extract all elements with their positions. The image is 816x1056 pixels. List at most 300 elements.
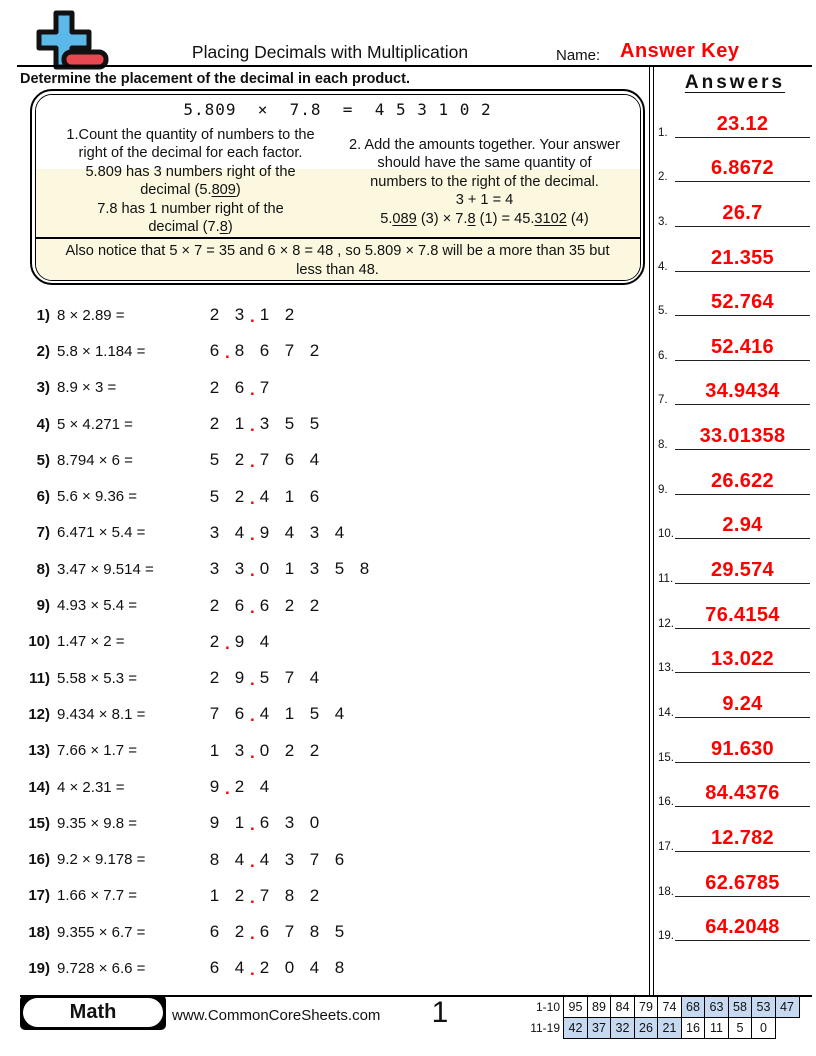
problem-number: 12): [28, 705, 50, 723]
example-text-line: [44, 181, 338, 200]
answer-line: [675, 762, 810, 763]
score-cell: 58: [728, 996, 753, 1018]
example-text-line: [338, 173, 632, 192]
product-digit: 1: [284, 559, 295, 579]
example-text-line: [44, 163, 338, 182]
problem-expression: 4.93 × 5.4 =: [57, 597, 138, 615]
text-segment: 5.: [380, 210, 393, 227]
product-digit: 4: [234, 522, 245, 542]
problem-number: 19): [28, 959, 50, 977]
problem-row: [20, 914, 645, 950]
underlined-digits: 089: [392, 210, 417, 227]
product-digit: 3: [209, 522, 220, 542]
problem-number: 15): [28, 814, 50, 832]
problem-row: [20, 515, 645, 551]
product-digit: 1: [234, 414, 245, 434]
answer-value: 64.2048: [705, 916, 780, 939]
problem-row: [20, 370, 645, 406]
score-cell: 79: [634, 996, 659, 1018]
answer-number: 12.: [658, 617, 674, 630]
score-table: [527, 996, 800, 1039]
product-digit: 5: [284, 414, 295, 434]
product-digits: 1 3 . 0 2 2: [202, 741, 327, 761]
product-digit: 5: [209, 486, 220, 506]
problem-row: [20, 442, 645, 478]
problem-number: 5): [36, 451, 50, 469]
score-cell: 74: [657, 996, 682, 1018]
problem-expression: 9.355 × 6.7 =: [57, 923, 146, 941]
answer-line: [675, 940, 810, 941]
product-digit: 6: [209, 341, 220, 361]
product-digits: 2 1 . 3 5 5: [202, 414, 327, 434]
product-digits: 6 2 . 6 7 8 5: [202, 922, 352, 942]
problem-row: [20, 551, 645, 587]
answer-number: 17.: [658, 840, 674, 853]
text-segment: right of the decimal for each factor.: [78, 145, 303, 162]
score-cell: 21: [657, 1017, 682, 1039]
product-digits: 3 3 . 0 1 3 5 8: [202, 559, 377, 579]
product-digits: 2 3 . 1 2: [202, 305, 302, 325]
product-digit: 1: [209, 885, 220, 905]
answer-value: 13.022: [711, 648, 774, 671]
product-digit: 7: [209, 704, 220, 724]
product-digits: 6 . 8 6 7 2: [202, 341, 327, 361]
product-digit: 1: [284, 704, 295, 724]
answer-value: 26.7: [722, 201, 763, 224]
text-segment: ): [235, 182, 241, 199]
answer-row: [656, 280, 814, 325]
product-digit: 2: [309, 885, 320, 905]
underlined-digits: 3102: [534, 210, 567, 227]
answer-value: 34.9434: [705, 380, 780, 403]
product-digit: 8: [284, 885, 295, 905]
problem-row: [20, 587, 645, 623]
product-digit: 5: [309, 704, 320, 724]
example-text-line: [44, 144, 338, 163]
answer-value: 76.4154: [705, 603, 780, 626]
text-segment: (4): [566, 210, 589, 227]
answer-line: [675, 181, 810, 182]
problem-number: 9): [36, 597, 50, 615]
score-row-label: 1-10: [535, 1000, 560, 1014]
answer-line: [675, 806, 810, 807]
text-segment: should have the same quantity of: [377, 155, 592, 172]
product-digits: 5 2 . 4 1 6: [202, 487, 327, 507]
answer-number: 19.: [658, 930, 674, 943]
answer-number: 10.: [658, 528, 674, 541]
product-digit: 2: [234, 486, 245, 506]
answer-line: [675, 226, 810, 227]
product-digit: 5: [334, 559, 345, 579]
product-digit: 6: [209, 958, 220, 978]
answer-line: [675, 137, 810, 138]
answer-row: [656, 547, 814, 592]
problem-expression: 4 × 2.31 =: [57, 778, 125, 796]
problem-row: [20, 478, 645, 514]
product-digit: 2: [309, 740, 320, 760]
problem-number: 8): [36, 560, 50, 578]
product-digits: 2 9 . 5 7 4: [202, 668, 327, 688]
answer-line: [675, 851, 810, 852]
answer-line: [675, 494, 810, 495]
answer-number: 14.: [658, 706, 674, 719]
product-digit: 6: [309, 486, 320, 506]
score-cell: 16: [681, 1017, 706, 1039]
product-digit: 8: [209, 849, 220, 869]
problem-number: 10): [28, 633, 50, 651]
product-digit: 6: [234, 377, 245, 397]
product-digit: 0: [309, 813, 320, 833]
example-step-1: [44, 126, 338, 238]
answer-number: 16.: [658, 796, 674, 809]
product-digit: 4: [309, 450, 320, 470]
product-digit: 7: [309, 849, 320, 869]
product-digit: 6: [259, 341, 270, 361]
answer-value: 84.4376: [705, 782, 780, 805]
problem-expression: 8.794 × 6 =: [57, 451, 133, 469]
answer-number: 13.: [658, 662, 674, 675]
product-digit: 7: [259, 885, 270, 905]
example-text-line: [44, 218, 338, 237]
answer-row: [656, 637, 814, 682]
product-digit: 8: [334, 958, 345, 978]
problem-row: [20, 297, 645, 333]
example-text-line: [338, 154, 632, 173]
product-digit: 7: [284, 922, 295, 942]
answer-line: [675, 404, 810, 405]
answers-list: [656, 101, 814, 949]
product-digit: 0: [259, 740, 270, 760]
product-digit: 2: [234, 450, 245, 470]
text-segment: 7.8 has 1 number right of the: [97, 200, 284, 217]
product-digit: 5: [259, 668, 270, 688]
problem-row: [20, 841, 645, 877]
product-digit: 2: [309, 595, 320, 615]
problem-number: 7): [36, 524, 50, 542]
product-digits: 6 4 . 2 0 4 8: [202, 958, 352, 978]
subject-label: Math: [23, 998, 163, 1027]
product-digit: 1: [234, 813, 245, 833]
example-text-line: [338, 191, 632, 210]
product-digit: 1: [259, 305, 270, 325]
answer-row: [656, 146, 814, 191]
answer-line: [675, 896, 810, 897]
product-digit: 2: [209, 668, 220, 688]
example-step-2: [338, 126, 632, 238]
product-digit: 6: [209, 922, 220, 942]
product-digit: 2: [284, 740, 295, 760]
product-digit: 4: [234, 958, 245, 978]
product-digit: 4: [284, 522, 295, 542]
product-digits: 9 . 2 4: [202, 777, 277, 797]
product-digits: 8 4 . 4 3 7 6: [202, 850, 352, 870]
answer-value: 6.8672: [711, 157, 774, 180]
answer-value: 29.574: [711, 559, 774, 582]
product-digit: 7: [259, 450, 270, 470]
problem-expression: 5.58 × 5.3 =: [57, 669, 138, 687]
example-box: [30, 89, 645, 285]
product-digit: 3: [284, 849, 295, 869]
answer-number: 8.: [658, 439, 668, 452]
product-digit: 4: [309, 958, 320, 978]
answer-row: [656, 905, 814, 950]
answer-row: [656, 101, 814, 146]
answer-value: 2.94: [722, 514, 763, 537]
score-row: [527, 996, 800, 1018]
problem-expression: 1.66 × 7.7 =: [57, 887, 138, 905]
answer-number: 18.: [658, 885, 674, 898]
product-digit: 6: [234, 595, 245, 615]
example-note: Also notice that 5 × 7 = 35 and 6 × 8 = 48 , so 5.809 × 7.8 will be a more than 35 but less than 48.: [36, 237, 640, 280]
answers-header: Answers: [684, 72, 786, 93]
answers-divider: [649, 66, 654, 996]
problem-expression: 3.47 × 9.514 =: [57, 560, 154, 578]
answer-row: [656, 235, 814, 280]
product-digit: 2: [259, 958, 270, 978]
answer-line: [675, 449, 810, 450]
product-digit: 3: [309, 522, 320, 542]
product-digit: 9: [234, 668, 245, 688]
answer-number: 11.: [658, 573, 674, 586]
product-digit: 2: [209, 377, 220, 397]
score-cell: 53: [751, 996, 776, 1018]
product-digit: 8: [359, 559, 370, 579]
score-cell: 32: [610, 1017, 635, 1039]
answer-line: [675, 538, 810, 539]
product-digit: 2: [234, 922, 245, 942]
problem-number: 4): [36, 415, 50, 433]
problem-number: 1): [36, 306, 50, 324]
score-row-label: 11-19: [530, 1020, 560, 1035]
answer-row: [656, 771, 814, 816]
header-rule: [17, 65, 812, 67]
answer-row: [656, 503, 814, 548]
problem-row: [20, 805, 645, 841]
underlined-digits: 8: [467, 210, 476, 227]
answer-row: [656, 413, 814, 458]
product-digit: 4: [259, 704, 270, 724]
answer-value: 62.6785: [705, 871, 780, 894]
problem-number: 16): [28, 851, 50, 869]
text-segment: decimal (5.: [140, 182, 212, 199]
answer-line: [675, 628, 810, 629]
product-digits: 7 6 . 4 1 5 4: [202, 704, 352, 724]
product-digit: 7: [259, 377, 270, 397]
problem-expression: 9.35 × 9.8 =: [57, 814, 138, 832]
name-value: Answer Key: [620, 40, 740, 62]
product-digit: 7: [284, 341, 295, 361]
product-digit: 3: [209, 559, 220, 579]
answer-line: [675, 315, 810, 316]
product-digit: 9: [234, 631, 245, 651]
answer-line: [675, 672, 810, 673]
product-digit: 6: [334, 849, 345, 869]
product-digit: 0: [284, 958, 295, 978]
name-label: Name:: [556, 47, 601, 64]
answer-line: [675, 583, 810, 584]
problem-number: 6): [36, 488, 50, 506]
website-text: www.CommonCoreSheets.com: [172, 1007, 381, 1024]
answer-number: 7.: [658, 394, 668, 407]
problem-expression: 8 × 2.89 =: [57, 306, 125, 324]
score-cell: 37: [587, 1017, 612, 1039]
product-digit: 4: [234, 849, 245, 869]
product-digit: 3: [259, 414, 270, 434]
answer-row: [656, 860, 814, 905]
score-cell: 0: [751, 1017, 776, 1039]
text-segment: decimal (7.: [148, 219, 220, 236]
score-cell: 68: [681, 996, 706, 1018]
product-digit: 5: [334, 922, 345, 942]
answer-row: [656, 681, 814, 726]
example-text-line: [338, 136, 632, 155]
example-columns: [36, 119, 640, 238]
example-main: [36, 95, 640, 238]
example-text-line: [44, 200, 338, 219]
subject-badge: [20, 995, 166, 1030]
example-equation: 5.809 × 7.8 = 4 5 3 1 0 2: [183, 99, 492, 119]
text-segment: (3) × 7.: [416, 210, 468, 227]
product-digits: 5 2 . 7 6 4: [202, 450, 327, 470]
answer-number: 9.: [658, 483, 668, 496]
product-digit: 4: [259, 631, 270, 651]
product-digit: 0: [259, 559, 270, 579]
problem-number: 14): [28, 778, 50, 796]
answer-value: 12.782: [711, 826, 774, 849]
answer-number: 6.: [658, 349, 668, 362]
problem-expression: 1.47 × 2 =: [57, 633, 125, 651]
product-digit: 2: [209, 414, 220, 434]
product-digit: 2: [234, 885, 245, 905]
product-digit: 2: [284, 305, 295, 325]
product-digit: 4: [309, 668, 320, 688]
answer-value: 52.764: [711, 291, 774, 314]
problem-row: [20, 696, 645, 732]
text-segment: ): [227, 219, 233, 236]
problem-number: 2): [36, 342, 50, 360]
problem-expression: 9.434 × 8.1 =: [57, 705, 146, 723]
score-cell: 5: [728, 1017, 753, 1039]
product-digit: 3: [309, 559, 320, 579]
text-segment: 1.Count the quantity of numbers to the: [66, 126, 315, 143]
answer-value: 9.24: [722, 692, 763, 715]
product-digit: 5: [209, 450, 220, 470]
answer-number: 5.: [658, 305, 668, 318]
example-text-line: [44, 126, 338, 145]
problem-expression: 8.9 × 3 =: [57, 379, 117, 397]
answer-number: 2.: [658, 171, 668, 184]
page-title: Placing Decimals with Multiplication: [191, 42, 469, 62]
product-digit: 6: [259, 595, 270, 615]
answer-number: 4.: [658, 260, 668, 273]
product-digit: 4: [259, 486, 270, 506]
answer-line: [675, 271, 810, 272]
problem-row: [20, 878, 645, 914]
problem-expression: 5.8 × 1.184 =: [57, 342, 146, 360]
answer-row: [656, 726, 814, 771]
product-digit: 4: [334, 704, 345, 724]
product-digits: 3 4 . 9 4 3 4: [202, 523, 352, 543]
product-digits: 9 1 . 6 3 0: [202, 813, 327, 833]
product-digit: 3: [284, 813, 295, 833]
example-box-inner: [35, 94, 641, 281]
score-cell: 84: [610, 996, 635, 1018]
product-digit: 6: [259, 813, 270, 833]
answer-line: [675, 360, 810, 361]
score-row: [527, 1017, 800, 1039]
answer-number: 3.: [658, 215, 668, 228]
problem-number: 13): [28, 742, 50, 760]
product-digit: 6: [284, 450, 295, 470]
score-cell: 63: [704, 996, 729, 1018]
answer-row: [656, 592, 814, 637]
answer-value: 23.12: [716, 112, 769, 135]
score-cell: 42: [563, 1017, 588, 1039]
product-digit: 9: [209, 813, 220, 833]
underlined-digits: 809: [211, 182, 236, 199]
answer-number: 1.: [658, 126, 668, 139]
answer-row: [656, 815, 814, 860]
problem-number: 18): [28, 923, 50, 941]
answer-line: [675, 717, 810, 718]
product-digit: 6: [234, 704, 245, 724]
product-digit: 2: [209, 631, 220, 651]
product-digit: 8: [234, 341, 245, 361]
product-digit: 7: [284, 668, 295, 688]
product-digits: 2 . 9 4: [202, 632, 277, 652]
score-cell: 89: [587, 996, 612, 1018]
instruction-text: Determine the placement of the decimal in each product.: [20, 71, 410, 87]
problem-number: 3): [36, 379, 50, 397]
product-digits: 1 2 . 7 8 2: [202, 886, 327, 906]
answer-value: 26.622: [711, 469, 774, 492]
product-digit: 2: [209, 305, 220, 325]
product-digit: 8: [309, 922, 320, 942]
product-digit: 2: [309, 341, 320, 361]
answer-row: [656, 369, 814, 414]
product-digit: 9: [209, 777, 220, 796]
product-digits: 2 6 . 7: [202, 378, 277, 398]
text-segment: 5.809 has 3 numbers right of the: [85, 163, 296, 180]
product-digit: 3: [234, 559, 245, 579]
problem-expression: 6.471 × 5.4 =: [57, 524, 146, 542]
problem-row: [20, 624, 645, 660]
text-segment: 2. Add the amounts together. Your answer: [349, 136, 620, 153]
page-number: 1: [431, 996, 449, 1029]
product-digit: 4: [259, 777, 270, 796]
score-cell: 95: [563, 996, 588, 1018]
product-digits: 2 6 . 6 2 2: [202, 596, 327, 616]
problem-row: [20, 333, 645, 369]
answer-row: [656, 190, 814, 235]
product-digit: 3: [234, 305, 245, 325]
product-digit: 3: [234, 740, 245, 760]
problem-expression: 9.2 × 9.178 =: [57, 851, 146, 869]
problem-row: [20, 660, 645, 696]
score-cell: 26: [634, 1017, 659, 1039]
product-digit: 2: [284, 595, 295, 615]
product-digit: 4: [259, 849, 270, 869]
product-digit: 6: [259, 922, 270, 942]
example-text-line: [338, 210, 632, 229]
answer-value: 21.355: [711, 246, 774, 269]
problem-row: [20, 950, 645, 986]
product-digit: 2: [234, 777, 245, 796]
problem-expression: 5 × 4.271 =: [57, 415, 133, 433]
problem-expression: 5.6 × 9.36 =: [57, 488, 138, 506]
product-digit: 2: [209, 595, 220, 615]
problem-row: [20, 769, 645, 805]
